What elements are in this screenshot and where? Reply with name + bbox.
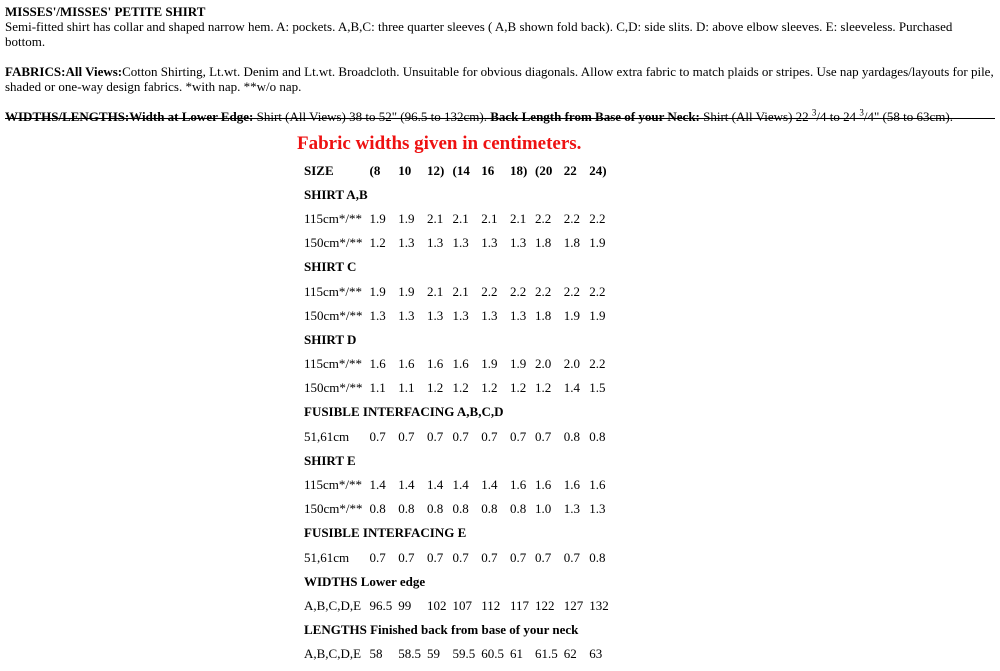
table-cell: 0.7: [427, 549, 444, 565]
width-lower-edge-text: Shirt (All Views) 38 to 52" (96.5 to 132cm).: [253, 109, 487, 124]
table-cell: 60.5: [481, 646, 504, 662]
table-cell: 0.7: [481, 428, 498, 444]
table-cell: 1.0: [535, 501, 552, 517]
section-heading-row: [302, 569, 611, 593]
table-cell: 1.9: [589, 307, 606, 323]
table-cell: 1.3: [563, 501, 581, 517]
size-cell: (20: [535, 162, 553, 178]
row-label: 115cm*/**: [304, 477, 363, 493]
table-cell: 1.3: [452, 235, 469, 251]
table-cell: 1.4: [563, 380, 581, 396]
table-cell: 0.7: [398, 549, 415, 565]
size-cell: 22: [563, 162, 577, 178]
section-heading-row: [302, 618, 611, 642]
table-cell: 1.9: [481, 356, 498, 372]
row-label: A,B,C,D,E: [304, 646, 362, 662]
table-cell: 1.1: [369, 380, 386, 396]
table-cell: 1.4: [481, 477, 498, 493]
table-cell: 132: [589, 597, 609, 613]
section-heading: SHIRT D: [304, 331, 357, 347]
table-cell: 1.9: [398, 283, 415, 299]
section-heading-row: [302, 327, 611, 351]
table-cell: 1.3: [481, 307, 498, 323]
table-cell: 1.3: [510, 307, 527, 323]
table-cell: 2.2: [563, 210, 581, 226]
table-cell: 0.8: [452, 501, 469, 517]
pattern-description: Semi-fitted shirt has collar and shaped narrow hem. A: pockets. A,B,C: three quarter sleeves ( A,B shown fold back). C,D: side slits. D: above elbow sleeves. E: sleeveless. Purchased bottom.: [5, 19, 953, 49]
table-cell: 62: [563, 646, 577, 662]
table-cell: 1.2: [510, 380, 527, 396]
table-row: [302, 376, 611, 400]
table-cell: 1.9: [510, 356, 527, 372]
table-cell: 1.1: [398, 380, 415, 396]
fabrics-paragraph: [5, 64, 995, 94]
section-heading: SHIRT E: [304, 452, 356, 468]
widths-lengths-paragraph: [5, 109, 995, 124]
table-cell: 0.8: [510, 501, 527, 517]
table-cell: 2.1: [510, 210, 527, 226]
table-cell: 1.6: [369, 356, 386, 372]
table-cell: 59.5: [452, 646, 476, 662]
table-cell: 1.3: [427, 307, 444, 323]
table-cell: 117: [510, 597, 530, 613]
table-cell: 0.7: [535, 549, 552, 565]
table-cell: 122: [535, 597, 555, 613]
table-cell: 61.5: [535, 646, 558, 662]
table-cell: 1.2: [452, 380, 469, 396]
table-cell: 0.8: [369, 501, 386, 517]
table-cell: 1.2: [535, 380, 552, 396]
table-cell: 2.2: [589, 356, 606, 372]
table-cell: 1.9: [563, 307, 581, 323]
table-row: [302, 352, 611, 376]
table-row: [302, 472, 611, 496]
table-cell: 1.3: [427, 235, 444, 251]
table-cell: 0.7: [452, 428, 469, 444]
table-cell: 1.9: [398, 210, 415, 226]
divider-line: [5, 118, 995, 119]
table-cell: 2.2: [563, 283, 581, 299]
row-label: 115cm*/**: [304, 283, 363, 299]
table-cell: 127: [563, 597, 584, 613]
section-heading-row: [302, 521, 611, 545]
section-heading: WIDTHS Lower edge: [304, 573, 426, 589]
table-cell: 1.3: [398, 235, 415, 251]
table-cell: 63: [589, 646, 603, 662]
table-cell: 2.0: [535, 356, 552, 372]
table-cell: 1.8: [535, 235, 552, 251]
table-cell: 99: [398, 597, 412, 613]
section-heading: SHIRT C: [304, 259, 357, 275]
table-cell: 2.1: [481, 210, 498, 226]
size-cell: (8: [369, 162, 381, 178]
table-cell: 1.4: [398, 477, 415, 493]
table-cell: 1.4: [427, 477, 444, 493]
table-cell: 1.8: [563, 235, 581, 251]
row-label: 115cm*/**: [304, 356, 363, 372]
row-label: 150cm*/**: [304, 501, 363, 517]
table-cell: 2.2: [589, 210, 606, 226]
table-cell: 1.2: [427, 380, 444, 396]
section-heading: FUSIBLE INTERFACING A,B,C,D: [304, 404, 504, 420]
table-cell: 1.6: [452, 356, 469, 372]
table-cell: 0.7: [452, 549, 469, 565]
row-label: 51,61cm: [304, 428, 350, 444]
table-cell: 2.1: [427, 210, 444, 226]
table-cell: 1.3: [589, 501, 606, 517]
table-cell: 0.7: [481, 549, 498, 565]
table-cell: 1.9: [589, 235, 606, 251]
table-cell: 1.2: [369, 235, 386, 251]
row-label: 150cm*/**: [304, 380, 363, 396]
section-heading: LENGTHS Finished back from base of your neck: [304, 622, 579, 638]
row-label: 150cm*/**: [304, 307, 363, 323]
section-heading: SHIRT A,B: [304, 186, 368, 202]
table-cell: 0.8: [481, 501, 498, 517]
table-cell: 1.2: [481, 380, 498, 396]
table-cell: 59: [427, 646, 440, 662]
table-cell: 1.3: [510, 235, 527, 251]
table-row: [302, 642, 611, 666]
table-cell: 0.8: [427, 501, 444, 517]
pattern-title: MISSES'/MISSES' PETITE SHIRT: [5, 4, 206, 19]
row-label: 150cm*/**: [304, 235, 363, 251]
table-cell: 0.8: [589, 428, 606, 444]
table-row: [302, 545, 611, 569]
size-cell: 24): [589, 162, 607, 178]
table-cell: 0.7: [563, 549, 581, 565]
yardage-table: [300, 158, 613, 666]
section-heading: FUSIBLE INTERFACING E: [304, 525, 467, 541]
section-heading-row: [302, 400, 611, 424]
back-length-label: Back Length from Base of your Neck:: [490, 109, 700, 124]
table-cell: 0.8: [589, 549, 606, 565]
table-cell: 1.4: [369, 477, 386, 493]
table-cell: 2.1: [452, 210, 469, 226]
table-cell: 0.7: [369, 549, 386, 565]
table-cell: 1.5: [589, 380, 606, 396]
section-heading-row: [302, 182, 611, 206]
table-cell: 1.3: [452, 307, 469, 323]
table-cell: 112: [481, 597, 501, 613]
table-cell: 2.0: [563, 356, 581, 372]
widths-lengths-label: WIDTHS/LENGTHS:: [5, 109, 130, 124]
size-header-row: [302, 158, 611, 182]
table-cell: 58: [369, 646, 383, 662]
table-cell: 0.7: [535, 428, 552, 444]
size-cell: 12): [427, 162, 445, 178]
table-cell: 1.6: [535, 477, 552, 493]
table-cell: 1.6: [589, 477, 606, 493]
table-cell: 2.2: [535, 283, 552, 299]
table-cell: 0.7: [510, 428, 527, 444]
size-cell: 10: [398, 162, 412, 178]
table-cell: 2.2: [510, 283, 527, 299]
table-cell: 1.8: [535, 307, 552, 323]
table-cell: 1.4: [452, 477, 469, 493]
row-label: 51,61cm: [304, 549, 350, 565]
table-title: Fabric widths given in centimeters.: [297, 133, 582, 154]
table-row: [302, 279, 611, 303]
table-cell: 0.7: [510, 549, 527, 565]
table-cell: 107: [452, 597, 472, 613]
size-cell: (14: [452, 162, 470, 178]
row-label: A,B,C,D,E: [304, 597, 362, 613]
back-length-fraction-2: 3: [859, 107, 864, 118]
table-cell: 1.3: [369, 307, 386, 323]
table-cell: 1.3: [398, 307, 415, 323]
table-cell: 1.6: [563, 477, 581, 493]
back-length-fraction-1: 3: [811, 107, 817, 118]
fabrics-text: Cotton Shirting, Lt.wt. Denim and Lt.wt. Broadcloth. Unsuitable for obvious diagonals. Allow extra fabric to match plaids or stripes. Use nap yardages/layouts for pile, shaded or one-way design fabrics. *with nap. **w/o nap.: [5, 64, 994, 94]
table-cell: 1.9: [369, 210, 386, 226]
table-cell: 0.7: [427, 428, 444, 444]
table-cell: 2.2: [535, 210, 552, 226]
table-cell: 0.8: [563, 428, 581, 444]
table-cell: 1.6: [398, 356, 415, 372]
table-cell: 2.1: [427, 283, 444, 299]
table-cell: 0.7: [398, 428, 415, 444]
section-heading-row: [302, 448, 611, 472]
size-cell: 16: [481, 162, 495, 178]
fabrics-views-label: All Views:: [65, 64, 123, 79]
table-row: [302, 206, 611, 230]
table-cell: 61: [510, 646, 523, 662]
table-cell: 0.8: [398, 501, 415, 517]
fabrics-label: FABRICS:: [5, 64, 66, 79]
table-cell: 2.2: [481, 283, 498, 299]
table-cell: 1.9: [369, 283, 386, 299]
back-length-pre: Shirt (All Views) 22: [699, 109, 812, 124]
table-row: [302, 497, 611, 521]
table-cell: 1.6: [510, 477, 527, 493]
width-lower-edge-label: Width at Lower Edge:: [129, 109, 254, 124]
back-length-post: /4" (58 to 63cm).: [863, 109, 953, 124]
section-heading-row: [302, 255, 611, 279]
table-cell: 1.6: [427, 356, 444, 372]
table-row: [302, 593, 611, 617]
table-row: [302, 231, 611, 255]
table-cell: 2.2: [589, 283, 606, 299]
table-cell: 102: [427, 597, 447, 613]
row-label: 115cm*/**: [304, 210, 363, 226]
table-row: [302, 424, 611, 448]
size-cell: 18): [510, 162, 528, 178]
table-row: [302, 303, 611, 327]
table-cell: 0.7: [369, 428, 386, 444]
pattern-header: [5, 4, 995, 124]
table-cell: 58.5: [398, 646, 421, 662]
table-cell: 2.1: [452, 283, 469, 299]
table-cell: 96.5: [369, 597, 393, 613]
back-length-mid: /4 to 24: [816, 109, 860, 124]
size-label: SIZE: [304, 162, 334, 178]
table-cell: 1.3: [481, 235, 498, 251]
